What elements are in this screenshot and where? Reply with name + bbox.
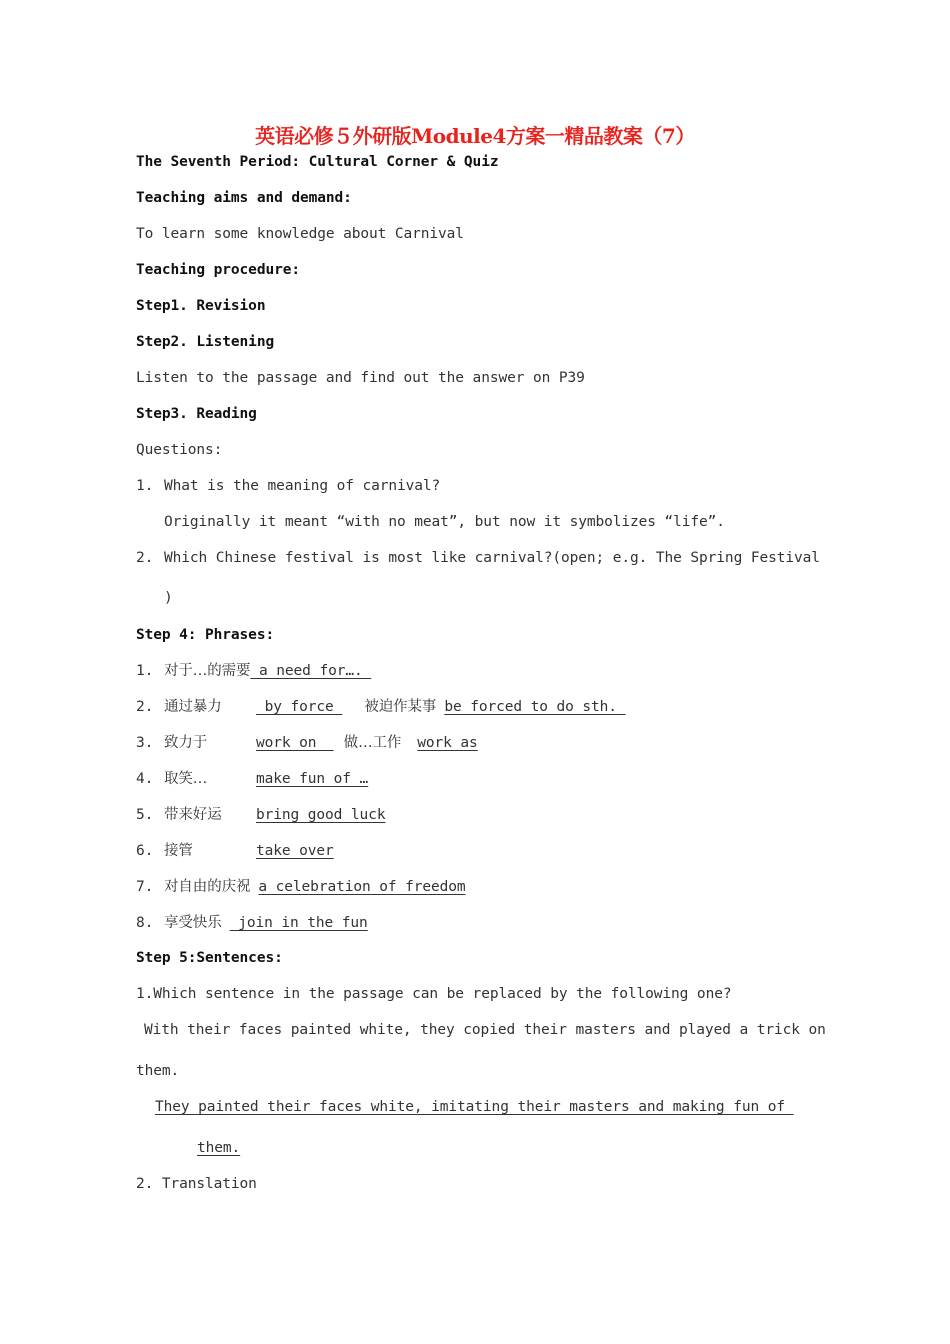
phrase-item [136,661,371,681]
aims-text: To learn some knowledge about Carnival [136,226,464,242]
step5-heading: Step 5:Sentences: [136,950,283,966]
procedure-heading: Teaching procedure: [136,262,300,278]
phrase-english: bring good luck [256,807,386,823]
phrase-item [136,877,466,897]
phrase-item [136,805,385,825]
phrase-number: 8. [136,915,154,931]
phrase-english: make fun of … [256,771,369,787]
sentence1-question: 1.Which sentence in the passage can be replaced by the following one? [136,986,732,1002]
question-text: Which Chinese festival is most like carnival?(open; e.g. The Spring Festival [164,550,820,566]
phrase-number: 7. [136,879,154,895]
sentence2-heading: 2. Translation [136,1176,257,1192]
document-title: 英语必修５外研版Module4方案一精品教案（7） [255,124,695,148]
phrase-english: by force [256,699,343,715]
question-number: 2. [136,550,154,566]
phrase-number: 5. [136,807,154,823]
question-2 [136,548,820,568]
period-heading: The Seventh Period: Cultural Corner & Quiz [136,154,499,170]
answer-1: Originally it meant “with no meat”, but now it symbolizes “life”. [164,514,725,530]
phrase-chinese: 接管 [164,843,193,859]
phrase-chinese-2: 做…工作 [343,735,402,751]
phrase-english: take over [256,843,334,859]
phrase-english: a need for…. [250,663,372,679]
answer-2: ) [164,590,173,606]
aims-heading: Teaching aims and demand: [136,190,352,206]
sentence1-answer-line2: them. [197,1140,241,1156]
step4-heading: Step 4: Phrases: [136,627,275,643]
phrase-number: 1. [136,663,154,679]
phrase-number: 4. [136,771,154,787]
phrase-english: work on [256,735,334,751]
phrase-item [136,841,334,861]
question-number: 1. [136,478,154,494]
questions-label: Questions: [136,442,223,458]
phrase-english: join in the fun [229,915,368,931]
phrase-item [136,697,626,717]
step3-heading: Step3. Reading [136,406,257,422]
phrase-english: a celebration of freedom [258,879,466,895]
step1-heading: Step1. Revision [136,298,266,314]
phrase-chinese: 对于…的需要 [164,663,251,679]
phrase-item [136,733,478,753]
phrase-number: 2. [136,699,154,715]
phrase-chinese: 对自由的庆祝 [164,879,251,895]
sentence1-original-line1: With their faces painted white, they copied their masters and played a trick on [144,1022,826,1038]
phrase-number: 6. [136,843,154,859]
phrase-chinese: 通过暴力 [164,699,222,715]
phrase-english-2: work as [417,735,478,751]
sentence1-original-line2: them. [136,1063,180,1079]
phrase-chinese: 致力于 [164,735,208,751]
phrase-english-2: be forced to do sth. [444,699,626,715]
question-1 [136,476,440,496]
phrase-chinese: 取笑… [164,771,208,787]
phrase-chinese-2: 被迫作某事 [364,699,437,715]
question-text: What is the meaning of carnival? [164,478,441,494]
step2-heading: Step2. Listening [136,334,275,350]
phrase-item [136,769,368,789]
step2-text: Listen to the passage and find out the answer on P39 [136,370,585,386]
phrase-chinese: 带来好运 [164,807,222,823]
phrase-chinese: 享受快乐 [164,915,222,931]
sentence1-answer-line1: They painted their faces white, imitating their masters and making fun of [155,1099,794,1115]
phrase-number: 3. [136,735,154,751]
phrase-item [136,913,368,933]
